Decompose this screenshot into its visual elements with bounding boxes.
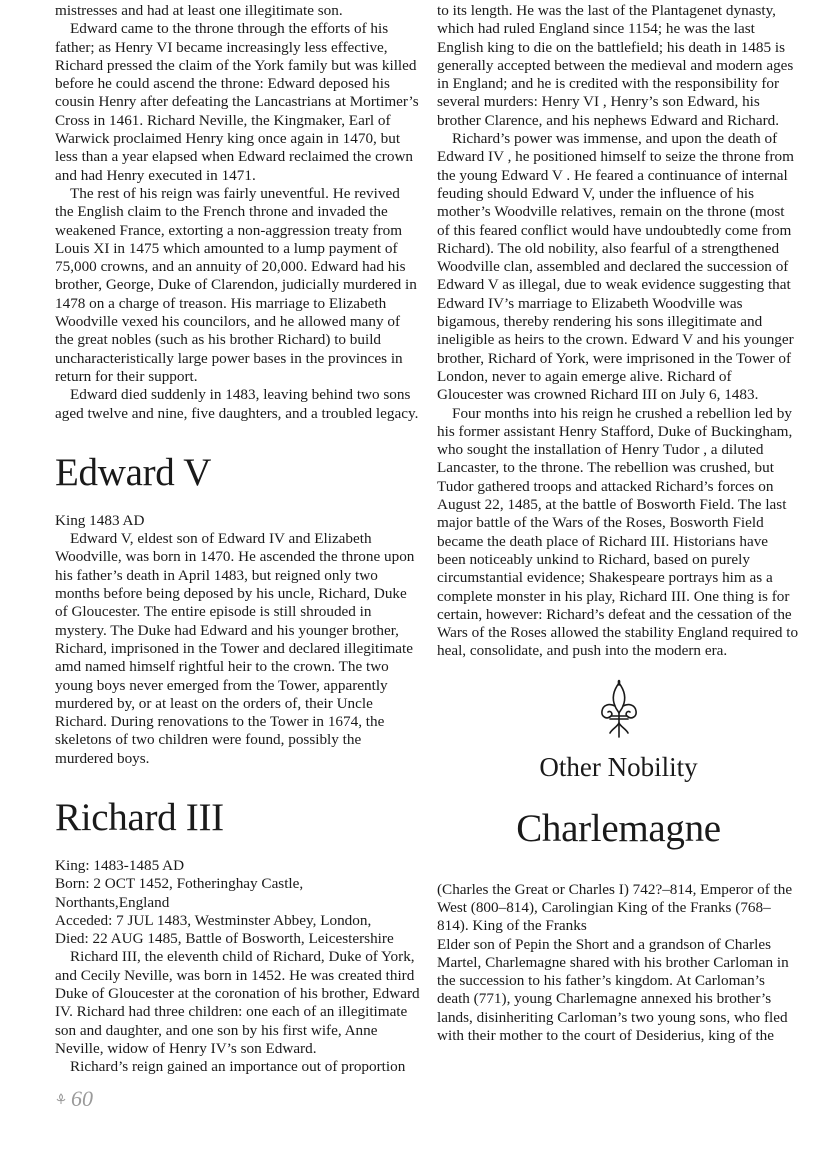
paragraph: The rest of his reign was fairly uneventful. He revived the English claim to the French throne and invaded the weakened France, extorting a non-aggression treaty from Louis XI in 1475 which amounted to a lump payment of 75,000 crowns, and an annuity of 20,000. Edward had his brother, George, Duke of Clarendon, judicially murdered in 1478 on a charge of treason. His marriage to Elizabeth Woodville vexed his councilors, and he allowed many of the great nobles (such as his brother Richard) to build uncharacteristically large power bases in the provinces in return for their support. [55, 184, 417, 385]
paragraph: Edward died suddenly in 1483, leaving behind two sons aged twelve and nine, five daughters, and a troubled legacy. [55, 386, 419, 422]
subsection-heading: Other Nobility [539, 751, 698, 782]
page-footer [55, 1086, 93, 1112]
reign-line: King: 1483-1485 AD [55, 856, 185, 874]
paragraph: Four months into his reign he crushed a rebellion led by his former assistant Henry Stafford, Duke of Buckingham, who sought the installation of Henry Tudor , a diluted Lancaster, to the throne. The rebellion was crushed, but Tudor gathered troops and attacked Richard’s forces on August 22, 1485, at the battle of Bosworth Field. The last major battle of the Wars of the Roses, Bosworth Field became the death place of Richard III. Historians have been noticeably unkind to Richard, based on purely circumstantial evidence; Shakespeare portrays him as a complete monster in his play, Richard III. One thing is for certain, however: Richard’s defeat and the cessation of the Wars of the Roses allowed the stability England required to heal, consolidate, and push into the modern era. [437, 404, 799, 660]
fleuron-icon [55, 1093, 67, 1105]
section-heading-charlemagne: Charlemagne [516, 806, 721, 850]
paragraph: Edward V, eldest son of Edward IV and Elizabeth Woodville, was born in 1470. He ascended the throne upon his father’s death in April 1483, but reigned only two months before being deposed by his uncle, Richard, Duke of Gloucester. The entire episode is still shrouded in mystery. The Duke had Edward and his younger brother, Richard, imprisoned in the Tower and declared illegitimate amd named himself rightful heir to the crown. The two young boys never emerged from the Tower, apparently murdered by, or at least on the orders of, their Uncle Richard. During renovations to the Tower in 1674, the skeletons of two children were found, possibly the murdered boys. [55, 530, 415, 767]
section-heading-richard-iii: Richard III [55, 795, 224, 839]
acceded-line: Acceded: 7 JUL 1483, Westminster Abbey, London, [55, 911, 372, 929]
paragraph: Richard III, the eleventh child of Richard, Duke of York, and Cecily Neville, was born in 1452. He was created third Duke of Gloucester at the coronation of his brother, Edward IV. Richard had three children: one each of an illegitimate son and daughter, and one son by his first wife, Anne Neville, widow of Henry IV’s son Edward. [55, 948, 420, 1057]
reign-line: King 1483 AD [55, 511, 145, 529]
born-line: Born: 2 OCT 1452, Fotheringhay Castle, Northants,England [55, 875, 304, 911]
paragraph: Edward came to the throne through the efforts of his father; as Henry VI became increasingly less effective, Richard pressed the claim of the York family but was killed before he could ascend the throne: Edward deposed his cousin Henry after defeating the Lancastrians at Mortimer’s Cross in 1461. Richard Neville, the Kingmaker, Earl of Warwick proclaimed Henry king once again in 1470, but less than a year elapsed when Edward reclaimed the crown and had Henry executed in 1471. [55, 20, 419, 184]
paragraph: mistresses and had at least one illegitimate son. [55, 2, 343, 19]
right-column [437, 2, 800, 1045]
paragraph: to its length. He was the last of the Plantagenet dynasty, which had ruled England since 1154; he was the last English king to die on the battlefield; his death in 1485 is generally accepted between the medieval and modern ages in England; and he is credited with the responsibility for several murders: Henry VI , Henry’s son Edward, his brother Clarence, and his nephews Edward and Richard. [437, 2, 794, 129]
ornament [437, 679, 800, 745]
page-number: 60 [71, 1086, 93, 1111]
died-line: Died: 22 AUG 1485, Battle of Bosworth, Leicestershire [55, 930, 394, 948]
section-heading-edward-v: Edward V [55, 450, 212, 494]
paragraph: Richard’s power was immense, and upon the death of Edward IV , he positioned himself to seize the throne from the young Edward V . He feared a continuance of internal feuding should Edward V, under the influence of his mother’s Woodville relatives, remain on the throne (most of this feared conflict would have undoubtedly come from Richard). The old nobility, also fearful of a strengthened Woodville clan, assembled and declared the succession of Edward V as illegal, due to weak evidence suggesting that Edward IV’s marriage to Elizabeth Woodville was bigamous, thereby rendering his sons illegitimate and ineligible as heirs to the crown. Edward V and his younger brother, Richard of York, were imprisoned in the Tower of London, never to again emerge alive. Richard of Gloucester was crowned Richard III on July 6, 1483. [437, 130, 794, 404]
fleur-de-lis-icon [597, 679, 641, 741]
paragraph: Elder son of Pepin the Short and a grandson of Charles Martel, Charlemagne shared with his brother Carloman in the succession to his father’s kingdom. At Carloman’s death (771), young Charlemagne annexed his brother’s lands, disinheriting Carloman’s two young sons, who fled with their mother to the court of Desiderius, king of the [437, 935, 789, 1045]
paragraph: Richard’s reign gained an importance out of proportion [70, 1058, 406, 1076]
meta-line: (Charles the Great or Charles I) 742?–814, Emperor of the West (800–814), Carolingian King of the Franks (768–814). King of the Franks [437, 880, 793, 935]
left-column [55, 2, 420, 1077]
